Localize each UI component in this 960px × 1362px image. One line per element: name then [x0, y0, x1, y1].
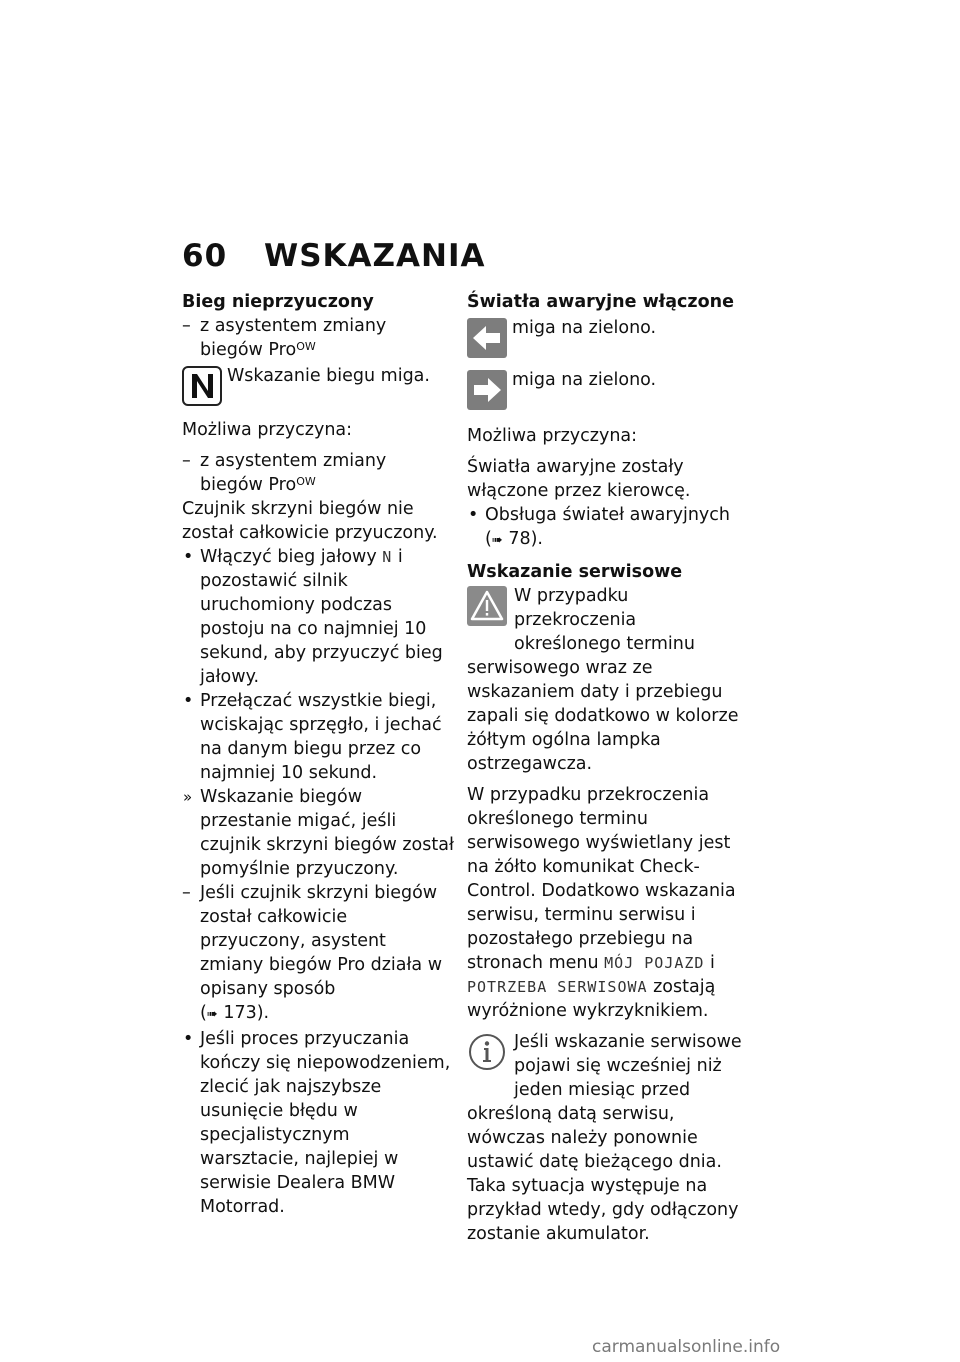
gear-n-icon: [182, 366, 222, 413]
page-ref-link[interactable]: 78).: [508, 529, 543, 549]
cause-label: Możliwa przyczyna:: [182, 420, 353, 440]
info-block: [467, 1030, 742, 1246]
left-arrow-indicator-icon: [467, 318, 507, 365]
left-column: [182, 290, 454, 1219]
right-arrow-text: miga na zielono.: [512, 370, 657, 390]
menu-name-service: POTRZEBA SERWISOWA: [467, 978, 648, 996]
bullet-item: • Obsługa świateł awaryjnych (➠ 78).: [467, 503, 742, 553]
dash-item: – z asystentem zmiany biegów Pro$^{OW}$: [182, 449, 454, 497]
bullet-item: • Przełączać wszystkie biegi, wciskając sprzęgło, i jechać na danym biegu przez co najmniej 10 sekund.: [182, 689, 454, 785]
section-heading-hazard: Światła awaryjne włączone: [467, 292, 734, 312]
gear-indicator-row: [182, 364, 454, 412]
cause-text: Czujnik skrzyni biegów nie został całkowicie przyuczony.: [182, 499, 438, 543]
left-arrow-text: miga na zielono.: [512, 318, 657, 338]
cause-label: Możliwa przyczyna:: [467, 426, 638, 446]
page-title: WSKAZANIA: [264, 238, 486, 274]
right-column: [467, 290, 742, 1246]
page-number: 60: [182, 238, 228, 274]
service-paragraph: W przypadku przekroczenia określonego terminu serwisowego wyświetlany jest na żółto komunikat Check-Control. Dodatkowo wskazania serwisu, terminu serwisu i pozostałego przebiegu na stronach menu MÓJ POJAZD i POTRZEBA SERWISOWA zostają wyróżnione wykrzyknikiem.: [467, 785, 736, 1021]
page-ref-arrow-icon: ➠: [206, 1007, 218, 1022]
watermark: carmanualsonline.info: [592, 1337, 781, 1357]
section-heading-gear: Bieg nieprzyuczony: [182, 292, 374, 312]
result-item: » Wskazanie biegów przestanie migać, jeśli czujnik skrzyni biegów został pomyślnie przyuczony.: [182, 785, 454, 881]
page-ref-arrow-icon: ➠: [491, 533, 503, 548]
cause-text: Światła awaryjne zostały włączone przez kierowcę.: [467, 457, 691, 501]
right-arrow-indicator-icon: [467, 370, 507, 417]
gear-n-label: N: [382, 548, 393, 566]
bullet-item: • Włączyć bieg jałowy N i pozostawić silnik uruchomiony podczas postoju na co najmniej 10 sekund, aby przyuczyć bieg jałowy.: [182, 545, 454, 689]
dash-item: – z asystentem zmiany biegów Pro$^{OW}$: [182, 314, 454, 362]
info-text: Jeśli wskazanie serwisowe pojawi się wcześniej niż jeden miesiąc przed określoną datą serwisu, wówczas należy ponownie ustawić datę bieżącego dnia. Taka sytuacja występuje na przykład wtedy, gdy odłączony zostanie akumulator.: [467, 1032, 742, 1244]
info-icon: [467, 1032, 507, 1079]
right-arrow-row: [467, 368, 742, 416]
section-heading-service: Wskazanie serwisowe: [467, 562, 683, 582]
warning-block: [467, 584, 742, 776]
page-ref-link[interactable]: 173).: [223, 1003, 270, 1023]
menu-name-my-vehicle: MÓJ POJAZD: [604, 954, 705, 972]
left-arrow-row: [467, 316, 742, 364]
warning-text: W przypadku przekroczenia określonego terminu serwisowego wraz ze wskazaniem daty i przebiegu zapali się dodatkowo w kolorze żółtym ogólna lampka ostrzegawcza.: [467, 586, 739, 774]
dash-item: – Jeśli czujnik skrzyni biegów został całkowicie przyuczony, asystent zmiany biegów Pro działa w opisany sposób (➠ 173).: [182, 881, 454, 1027]
bullet-item: • Jeśli proces przyuczania kończy się niepowodzeniem, zlecić jak najszybsze usunięcie błędu w specjalistycznym warsztacie, najlepiej w serwisie Dealera BMW Motorrad.: [182, 1027, 454, 1219]
gear-indicator-text: Wskazanie biegu miga.: [227, 366, 430, 386]
warning-triangle-icon: [467, 586, 507, 633]
page-header: [182, 238, 485, 274]
